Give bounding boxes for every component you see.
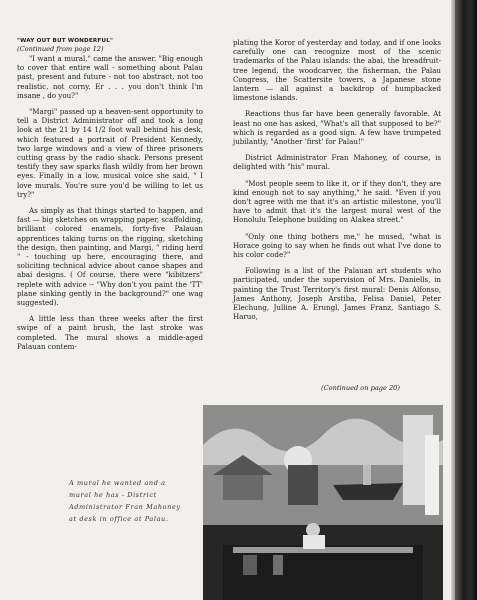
paragraph: "I want a mural," came the answer. "Big enough to cover that entire wall - something about Palau past, present and future - not too abstract, not too realistic, not corny. Er . . . you don't think I'm insane , do you?" <box>17 54 203 100</box>
running-head: "WAY OUT BUT WONDERFUL" <box>17 38 114 44</box>
paragraph: plating the Koror of yesterday and today, and if one looks carefully one can recognize most of the scenic trademarks of the Palau islands: the abai, the breadfruit-tree legend, the woodcarver, the fisherman, the Palau Congress, the Scattersite towers, a Japanese stone lantern — all against a backdrop of humpbacked limestone islands. <box>233 38 441 103</box>
photo-caption: A mural he wanted and a mural he has - District Administrator Fran Mahoney at desk in office at Palau. <box>69 479 181 523</box>
column-right <box>233 38 441 328</box>
mural-office-photo <box>203 405 443 600</box>
photo-illustration <box>203 405 443 600</box>
continued-on: (Continued on page 20) <box>321 384 400 392</box>
continued-from: (Continued from page 12) <box>17 45 104 53</box>
paragraph: A little less than three weeks after the first swipe of a paint brush, the last stroke was completed. The mural shows a middle-aged Palauan contem- <box>17 314 203 351</box>
paragraph: As simply as that things started to happen, and fast — big sketches on wrapping paper, scaffolding, brilliant colored enamels, forty-five Palauan apprentices taking turns on the rigging, sketching the design, then painting, and Margi, " riding herd " - touching up here, encouraging there, and soliciting technical advice about canoe shapes and abai designs. ( Of course, there were "kibitzers" replete with advice -- "Why don't you paint the 'TT' plane sinking gently in the background?" one wag suggested). <box>17 206 203 308</box>
binding-shadow <box>455 0 477 600</box>
paragraph: "Margi" passed up a heaven-sent opportunity to tell a District Administrator off and took a long look at the 21 by 14 1/2 foot wall behind his desk, which featured a portrait of President Kennedy, two large windows and a view of three prisoners cutting grass by the radio shack. Persons present testify they saw sparks flash wildly from her brown eyes. Finally in a low, musical voice she said, " I love murals. You're sure you'd be willing to let us try?" <box>17 107 203 199</box>
paragraph: Reactions thus far have been generally favorable. At least no one has asked, "What's all that supposed to be?" which is regarded as a good sign. A few have trumpeted jubilantly, "Another 'first' for Palau!" <box>233 109 441 147</box>
paragraph: District Administrator Fran Mahoney, of course, is delighted with "his" mural. <box>233 153 441 172</box>
paragraph: Following is a list of the Palauan art students who participated, under the supervision of Mrs. Daniells, in painting the Trust Territory's first mural: Denis Alfonso, James Anthony, Joseph Arstiba, Felisa Daniel, Peter Elechung, Julline A. Erungl, James Franz, Santiago S. Haruo, <box>233 266 441 322</box>
paragraph: "Most people seem to like it, or if they don't, they are kind enough not to say anything," he said. "Even if you don't agree with me that it's an artistic milestone, you'll have to admit that it's the largest mural west of the Honolulu Telephone building on Alakea street." <box>233 178 441 225</box>
paragraph: "Only one thing bothers me," he mused, "what is Horace going to say when he finds out what I've done to his color code?" <box>233 231 441 260</box>
column-left <box>17 54 203 358</box>
